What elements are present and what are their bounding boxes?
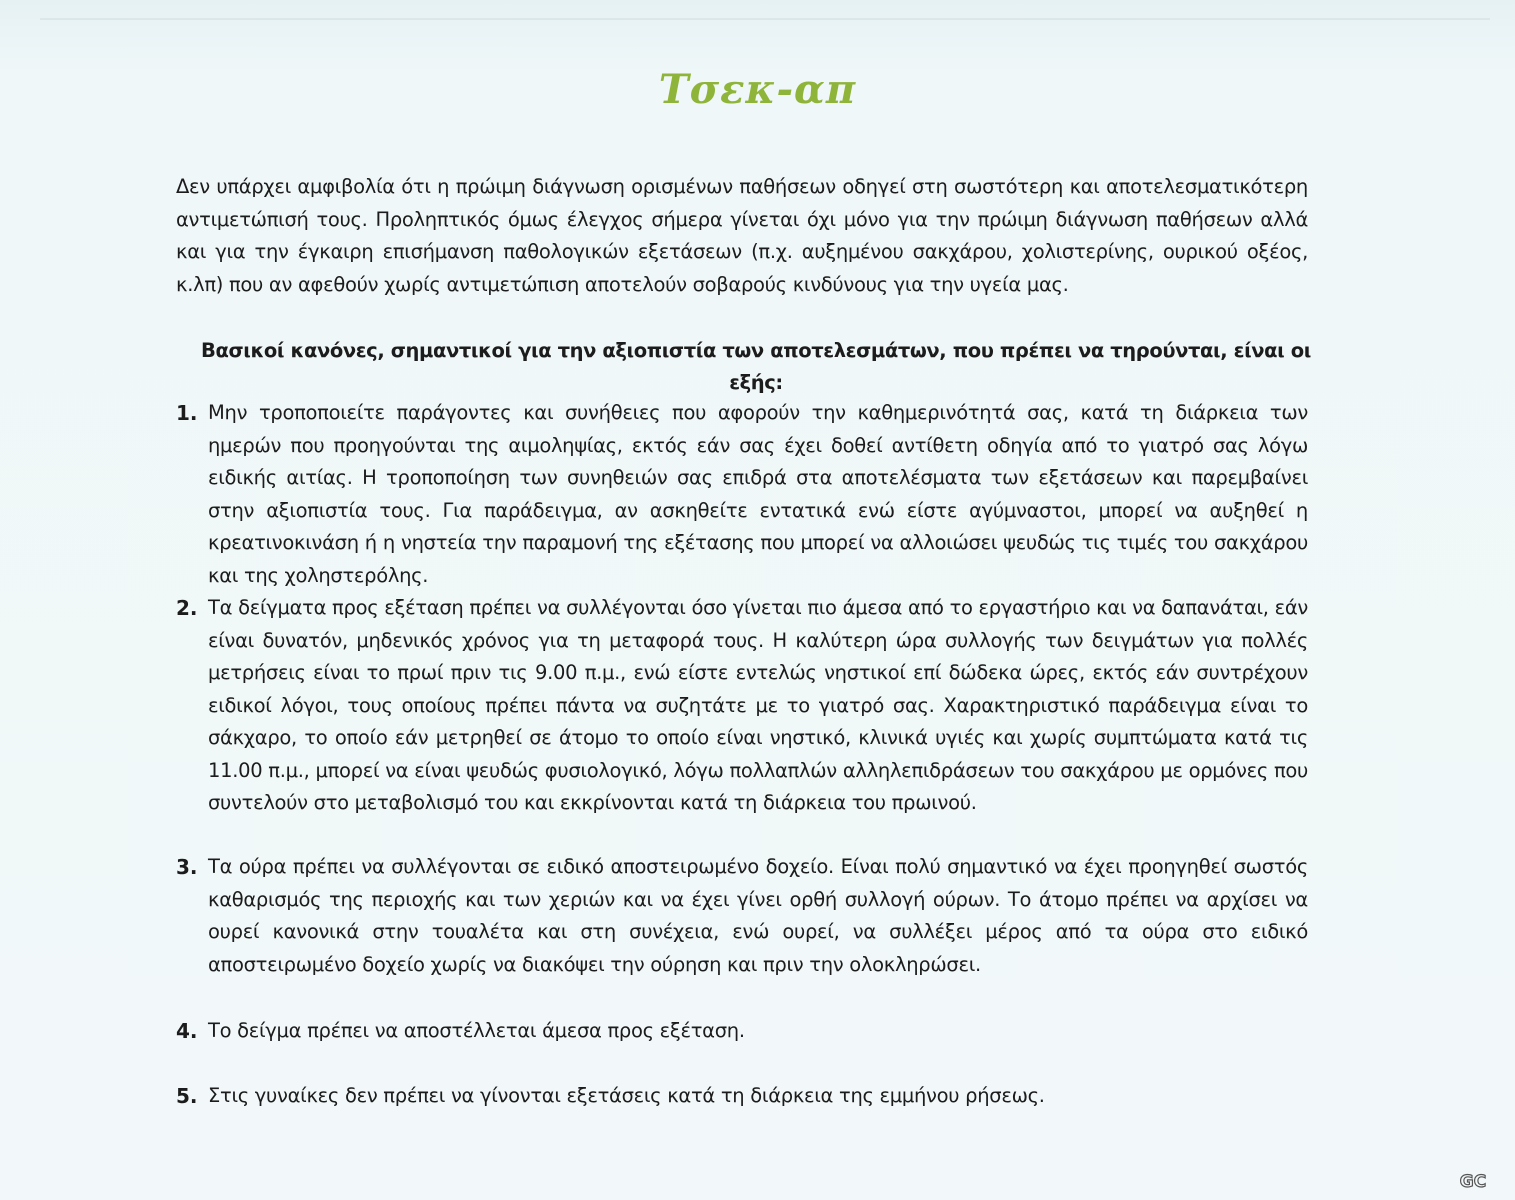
- page-title: Τσεκ-απ: [658, 66, 857, 113]
- rule-number: 5.: [176, 1084, 198, 1108]
- rule-text: Στις γυναίκες δεν πρέπει να γίνονται εξετάσεις κατά τη διάρκεια της εμμήνου ρήσεως.: [208, 1084, 1045, 1107]
- scan-artifact: [40, 18, 1490, 20]
- logo-text: GC: [1459, 1172, 1487, 1192]
- rule-number: 1.: [176, 401, 198, 425]
- rule-number: 4.: [176, 1019, 198, 1043]
- rule-number: 3.: [176, 855, 198, 879]
- rules-heading: Βασικοί κανόνες, σημαντικοί για την αξιοπιστία των αποτελεσμάτων, που πρέπει να τηρούνται, είναι οι εξής:: [201, 339, 1311, 394]
- rule-text: Μην τροποποιείτε παράγοντες και συνήθειες που αφορούν την καθημερινότητά σας, κατά τη διάρκεια των ημερών που προηγούνται της αιμοληψίας, εκτός εάν σας έχει δοθεί αντίθετη οδηγία από το γιατρό σας λόγω ειδικής αιτίας. Η τροποποίηση των συνηθειών σας επιδρά στα αποτελέσματα των εξετάσεων και παρεμβαίνει στην αξιοπιστία τους. Για παράδειγμα, αν ασκηθείτε εντατικά ενώ είστε αγύμναστοι, μπορεί να αυξηθεί η κρεατινοκινάση ή η νηστεία την παραμονή της εξέτασης που μπορεί να αλλοιώσει ψευδώς τις τιμές του σακχάρου και της χοληστερόλης.: [208, 401, 1308, 587]
- gc-logo-icon: [1451, 1170, 1495, 1192]
- rule-text: Τα ούρα πρέπει να συλλέγονται σε ειδικό αποστειρωμένο δοχείο. Είναι πολύ σημαντικό να έχει προηγηθεί σωστός καθαρισμός της περιοχής και των χεριών και να έχει γίνει ορθή συλλογή ούρων. Το άτομο πρέπει να αρχίσει να ουρεί κανονικά στην τουαλέτα και στη συνέχεια, ενώ ουρεί, να συλλέξει μέρος από τα ούρα στο ειδικό αποστειρωμένο δοχείο χωρίς να διακόψει την ούρηση και πριν την ολοκληρώσει.: [208, 855, 1308, 976]
- rule-text: Τα δείγματα προς εξέταση πρέπει να συλλέγονται όσο γίνεται πιο άμεσα από το εργαστήριο και να δαπανάται, εάν είναι δυνατόν, μηδενικός χρόνος για τη μεταφορά τους. Η καλύτερη ώρα συλλογής των δειγμάτων για πολλές μετρήσεις είναι το πρωί πριν τις 9.00 π.μ., ενώ είστε εντελώς νηστικοί επί δώδεκα ώρες, εκτός εάν συντρέχουν ειδικοί λόγοι, τους οποίους πρέπει πάντα να συζητάτε με το γιατρό σας. Χαρακτηριστικό παράδειγμα είναι το σάκχαρο, το οποίο εάν μετρηθεί σε άτομο το οποίο είναι νηστικό, κλινικά υγιές και χωρίς συμπτώματα κατά τις 11.00 π.μ., μπορεί να είναι ψευδώς φυσιολογικό, λόγω πολλαπλών αλληλεπιδράσεων του σακχάρου με ορμόνες που συντελούν στο μεταβολισμό του και εκκρίνονται κατά τη διάρκεια του πρωινού.: [208, 596, 1308, 814]
- rule-text: Το δείγμα πρέπει να αποστέλλεται άμεσα προς εξέταση.: [208, 1019, 745, 1042]
- rule-number: 2.: [176, 596, 198, 620]
- intro-paragraph: Δεν υπάρχει αμφιβολία ότι η πρώιμη διάγνωση ορισμένων παθήσεων οδηγεί στη σωστότερη και αποτελεσματικότερη αντιμετώπισή τους. Προληπτικός όμως έλεγχος σήμερα γίνεται όχι μόνο για την πρώιμη διάγνωση παθήσεων αλλά και για την έγκαιρη επισήμανση παθολογικών εξετάσεων (π.χ. αυξημένου σακχάρου, χολιστερίνης, ουρικού οξέος, κ.λπ) που αν αφεθούν χωρίς αντιμετώπιση αποτελούν σοβαρούς κινδύνους για την υγεία μας.: [176, 175, 1308, 296]
